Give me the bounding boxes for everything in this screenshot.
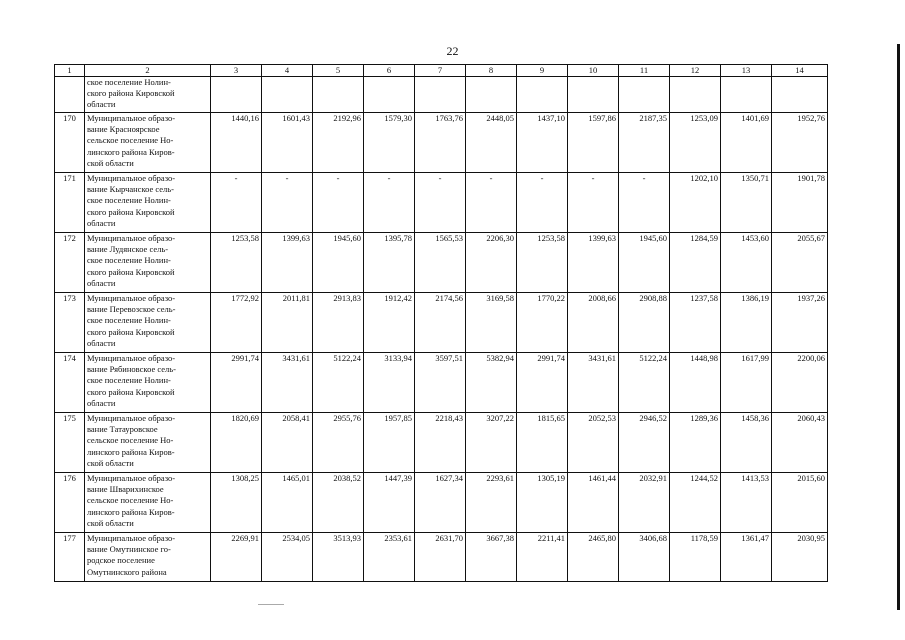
table-row: [55, 413, 828, 473]
value-cell: 2913,83: [313, 293, 364, 353]
column-number-cell: 3: [211, 65, 262, 77]
row-number-cell: 176: [55, 473, 85, 533]
value-cell: [364, 77, 415, 113]
value-cell: -: [415, 173, 466, 233]
value-cell: 2293,61: [466, 473, 517, 533]
value-cell: 1284,59: [670, 233, 721, 293]
column-number-cell: 9: [517, 65, 568, 77]
value-cell: 2200,06: [772, 353, 828, 413]
value-cell: 1395,78: [364, 233, 415, 293]
value-cell: 1399,63: [568, 233, 619, 293]
value-cell: 1901,78: [772, 173, 828, 233]
value-cell: 1448,98: [670, 353, 721, 413]
row-number-cell: 170: [55, 113, 85, 173]
table-row: [55, 233, 828, 293]
value-cell: [313, 77, 364, 113]
value-cell: 3406,68: [619, 533, 670, 582]
value-cell: 3667,38: [466, 533, 517, 582]
value-cell: 1253,58: [517, 233, 568, 293]
value-cell: 2955,76: [313, 413, 364, 473]
value-cell: [619, 77, 670, 113]
value-cell: 5382,94: [466, 353, 517, 413]
column-number-cell: 8: [466, 65, 517, 77]
value-cell: 1350,71: [721, 173, 772, 233]
value-cell: 2015,60: [772, 473, 828, 533]
value-cell: 3431,61: [568, 353, 619, 413]
value-cell: 1437,10: [517, 113, 568, 173]
value-cell: 1453,60: [721, 233, 772, 293]
value-cell: 1912,42: [364, 293, 415, 353]
value-cell: -: [517, 173, 568, 233]
value-cell: -: [211, 173, 262, 233]
value-cell: 2032,91: [619, 473, 670, 533]
value-cell: 1597,86: [568, 113, 619, 173]
value-cell: 5122,24: [313, 353, 364, 413]
value-cell: 3169,58: [466, 293, 517, 353]
table-row: [55, 533, 828, 582]
value-cell: 1815,65: [517, 413, 568, 473]
column-number-cell: 5: [313, 65, 364, 77]
row-number-cell: 174: [55, 353, 85, 413]
value-cell: 1770,22: [517, 293, 568, 353]
table-row: [55, 353, 828, 413]
municipality-name-cell: Муниципальное образо- вание Лудянское сель- ское поселение Нолин- ского района Кировской области: [85, 233, 211, 293]
value-cell: [262, 77, 313, 113]
row-number-cell: 172: [55, 233, 85, 293]
tariff-table: [54, 64, 828, 582]
value-cell: [721, 77, 772, 113]
value-cell: 1465,01: [262, 473, 313, 533]
value-cell: 2946,52: [619, 413, 670, 473]
municipality-name-cell: Муниципальное образо- вание Кырчанское сель- ское поселение Нолин- ского района Кировской области: [85, 173, 211, 233]
value-cell: 2991,74: [211, 353, 262, 413]
column-number-cell: 4: [262, 65, 313, 77]
municipality-name-cell: Муниципальное образо- вание Омутнинское го- родское поселение Омутнинского района: [85, 533, 211, 582]
row-number-cell: 175: [55, 413, 85, 473]
value-cell: 1305,19: [517, 473, 568, 533]
column-number-row: [55, 65, 828, 77]
value-cell: 2211,41: [517, 533, 568, 582]
value-cell: [670, 77, 721, 113]
row-number-cell: 177: [55, 533, 85, 582]
value-cell: 2218,43: [415, 413, 466, 473]
municipality-name-cell: Муниципальное образо- вание Шварихинское сельское поселение Но- линского района Киров- ской области: [85, 473, 211, 533]
column-number-cell: 13: [721, 65, 772, 77]
column-number-cell: 1: [55, 65, 85, 77]
value-cell: 1202,10: [670, 173, 721, 233]
value-cell: 2269,91: [211, 533, 262, 582]
value-cell: 2174,56: [415, 293, 466, 353]
value-cell: 1579,30: [364, 113, 415, 173]
value-cell: 3207,22: [466, 413, 517, 473]
row-number-cell: 171: [55, 173, 85, 233]
municipality-name-cell: ское поселение Нолин- ского района Кировской области: [85, 77, 211, 113]
value-cell: 1945,60: [313, 233, 364, 293]
value-cell: 2030,95: [772, 533, 828, 582]
value-cell: 1820,69: [211, 413, 262, 473]
value-cell: 2052,53: [568, 413, 619, 473]
value-cell: 1957,85: [364, 413, 415, 473]
value-cell: 1401,69: [721, 113, 772, 173]
value-cell: 1447,39: [364, 473, 415, 533]
row-number-cell: [55, 77, 85, 113]
value-cell: 3513,93: [313, 533, 364, 582]
value-cell: 2055,67: [772, 233, 828, 293]
value-cell: 3597,51: [415, 353, 466, 413]
value-cell: 1945,60: [619, 233, 670, 293]
value-cell: 2060,43: [772, 413, 828, 473]
table-row: [55, 113, 828, 173]
value-cell: 2038,52: [313, 473, 364, 533]
value-cell: 1952,76: [772, 113, 828, 173]
value-cell: -: [364, 173, 415, 233]
value-cell: 1253,58: [211, 233, 262, 293]
value-cell: 2058,41: [262, 413, 313, 473]
column-number-cell: 11: [619, 65, 670, 77]
value-cell: 2008,66: [568, 293, 619, 353]
value-cell: 2631,70: [415, 533, 466, 582]
value-cell: [568, 77, 619, 113]
value-cell: -: [568, 173, 619, 233]
value-cell: -: [262, 173, 313, 233]
value-cell: 1937,26: [772, 293, 828, 353]
column-number-cell: 7: [415, 65, 466, 77]
value-cell: 2011,81: [262, 293, 313, 353]
value-cell: [415, 77, 466, 113]
value-cell: 1244,52: [670, 473, 721, 533]
value-cell: 1440,16: [211, 113, 262, 173]
value-cell: 1178,59: [670, 533, 721, 582]
value-cell: [211, 77, 262, 113]
value-cell: 1289,36: [670, 413, 721, 473]
table-row: [55, 173, 828, 233]
value-cell: 1461,44: [568, 473, 619, 533]
municipality-name-cell: Муниципальное образо- вание Перевозское сель- ское поселение Нолин- ского района Кировской области: [85, 293, 211, 353]
value-cell: 2206,30: [466, 233, 517, 293]
value-cell: 1772,92: [211, 293, 262, 353]
value-cell: 1763,76: [415, 113, 466, 173]
value-cell: 1565,53: [415, 233, 466, 293]
value-cell: 1308,25: [211, 473, 262, 533]
table-row: [55, 77, 828, 113]
page-number: 22: [446, 44, 459, 58]
value-cell: 5122,24: [619, 353, 670, 413]
value-cell: 2534,05: [262, 533, 313, 582]
column-number-cell: 12: [670, 65, 721, 77]
value-cell: [517, 77, 568, 113]
row-number-cell: 173: [55, 293, 85, 353]
value-cell: 2448,05: [466, 113, 517, 173]
table-row: [55, 293, 828, 353]
value-cell: 2187,35: [619, 113, 670, 173]
municipality-name-cell: Муниципальное образо- вание Рябиновское сель- ское поселение Нолин- ского района Кировской области: [85, 353, 211, 413]
value-cell: 1617,99: [721, 353, 772, 413]
value-cell: 2353,61: [364, 533, 415, 582]
value-cell: 2991,74: [517, 353, 568, 413]
value-cell: 1458,36: [721, 413, 772, 473]
value-cell: [466, 77, 517, 113]
value-cell: 3133,94: [364, 353, 415, 413]
value-cell: 1237,58: [670, 293, 721, 353]
column-number-cell: 6: [364, 65, 415, 77]
value-cell: 3431,61: [262, 353, 313, 413]
municipality-name-cell: Муниципальное образо- вание Красноярское сельское поселение Но- линского района Киров- ской области: [85, 113, 211, 173]
value-cell: 1253,09: [670, 113, 721, 173]
value-cell: 1627,34: [415, 473, 466, 533]
value-cell: 1361,47: [721, 533, 772, 582]
column-number-cell: 10: [568, 65, 619, 77]
value-cell: 2908,88: [619, 293, 670, 353]
value-cell: -: [466, 173, 517, 233]
value-cell: 1601,43: [262, 113, 313, 173]
scan-edge-bar: [897, 44, 900, 610]
value-cell: 2465,80: [568, 533, 619, 582]
value-cell: 1386,19: [721, 293, 772, 353]
value-cell: 1399,63: [262, 233, 313, 293]
value-cell: [772, 77, 828, 113]
value-cell: -: [313, 173, 364, 233]
scan-mark: [258, 604, 284, 605]
column-number-cell: 2: [85, 65, 211, 77]
table-row: [55, 473, 828, 533]
value-cell: -: [619, 173, 670, 233]
column-number-cell: 14: [772, 65, 828, 77]
value-cell: 1413,53: [721, 473, 772, 533]
municipality-name-cell: Муниципальное образо- вание Татауровское сельское поселение Но- линского района Киров- ской области: [85, 413, 211, 473]
value-cell: 2192,96: [313, 113, 364, 173]
